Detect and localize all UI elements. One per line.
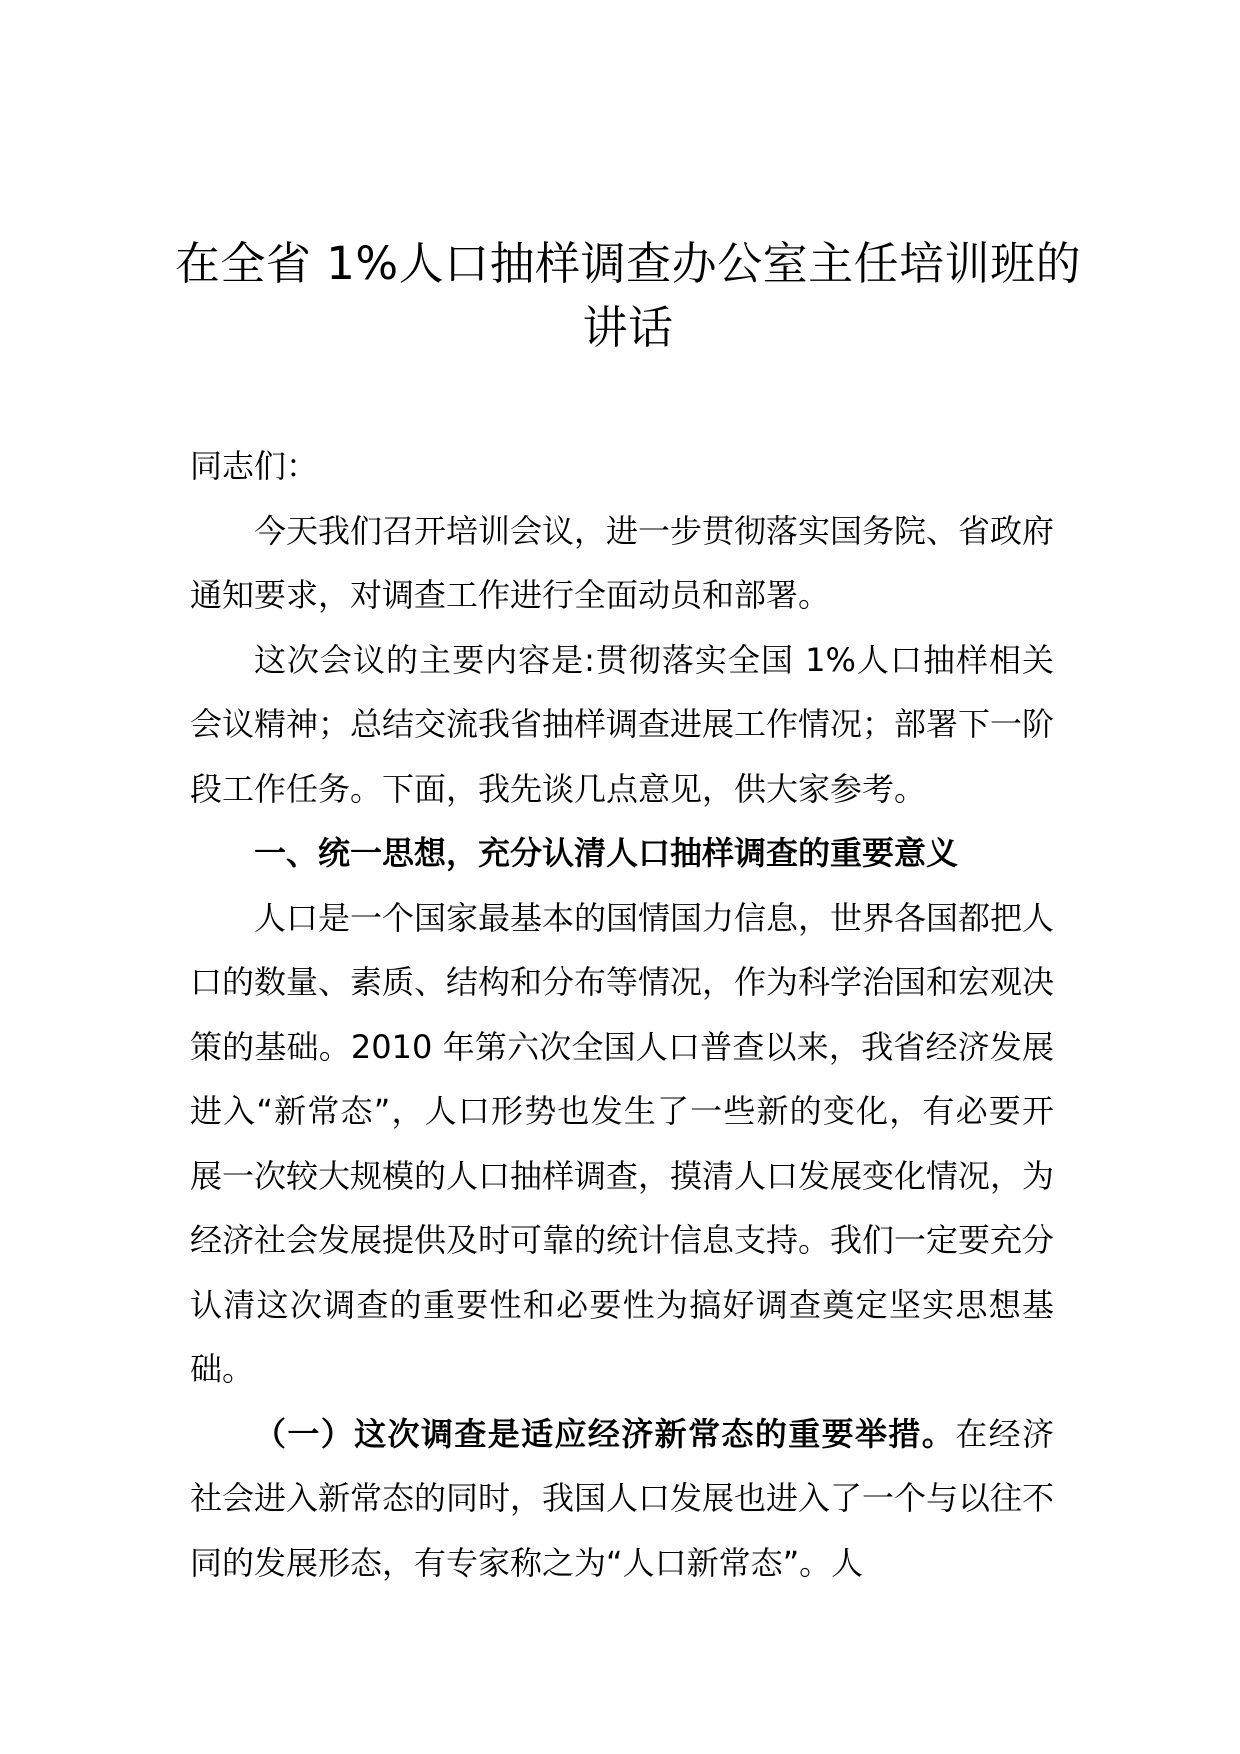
paragraph-intro: 今天我们召开培训会议，进一步贯彻落实国务院、省政府通知要求，对调查工作进行全面动员和部署。 — [190, 511, 1055, 614]
salutation: 同志们： — [190, 447, 319, 485]
document-title: 在全省 1%人口抽样调查办公室主任培训班的讲话 — [174, 237, 1082, 354]
document-body — [190, 434, 1054, 1595]
subsection-heading-1: （一）这次调查是适应经济新常态的重要举措。 — [254, 1414, 956, 1453]
subsection-text-1: 在经济社会进入新常态的同时，我国人口发展也进入了一个与以往不同的发展形态，有专家称之为“人口新常态”。人 — [190, 1414, 1055, 1582]
paragraph-meeting-content: 这次会议的主要内容是:贯彻落实全国 1%人口抽样相关会议精神；总结交流我省抽样调查进展工作情况；部署下一阶段工作任务。下面，我先谈几点意见，供大家参考。 — [190, 640, 1055, 808]
paragraph-population-significance: 人口是一个国家最基本的国情国力信息，世界各国都把人口的数量、素质、结构和分布等情况，作为科学治国和宏观决策的基础。2010 年第六次全国人口普查以来，我省经济发展进入“新常态”，人口形势也发生了一些新的变化，有必要开展一次较大规模的人口抽样调查，摸清人口发展变化情况，为经济社会发展提供及时可靠的统计信息支持。我们一定要充分认清这次调查的重要性和必要性为搞好调查奠定坚实思想基础。 — [190, 898, 1055, 1388]
paragraph-subsection-1 — [190, 1402, 1054, 1596]
section-heading-1: 一、统一思想，充分认清人口抽样调查的重要意义 — [254, 834, 959, 872]
